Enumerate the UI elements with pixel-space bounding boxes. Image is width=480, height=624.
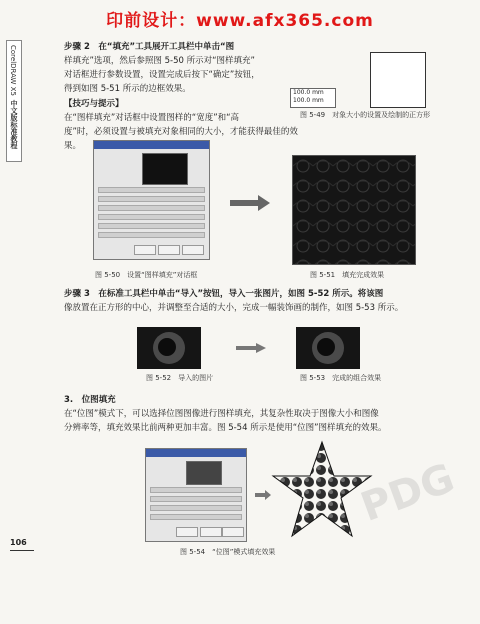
fig552-caption: 图 5-52 导入的图片 xyxy=(146,374,214,382)
help-button[interactable] xyxy=(222,527,244,537)
ornament-pattern xyxy=(293,156,415,264)
tip-heading: 【技巧与提示】 xyxy=(64,99,124,109)
width-value: 100.0 mm xyxy=(293,89,324,96)
combined-result-image xyxy=(296,327,360,369)
fig551-caption: 图 5-51 填充完成效果 xyxy=(310,271,385,279)
book-spine-label xyxy=(6,40,22,162)
cancel-button[interactable] xyxy=(158,245,180,255)
step3-paragraph xyxy=(64,287,464,315)
step3-line1: 步骤 3 在标准工具栏中单击“导入”按钮，导入一张图片，如图 5-52 所示。将该图 xyxy=(64,289,384,299)
dialog-titlebar xyxy=(146,449,246,457)
help-button[interactable] xyxy=(182,245,204,255)
step2-line3: 对话框进行参数设置，设置完成后按下“确定”按钮， xyxy=(64,70,260,80)
dialog-titlebar xyxy=(94,141,209,149)
page-number-rule xyxy=(10,550,34,551)
spine-subtitle: 中文版标准教程 xyxy=(10,99,18,149)
tip-line1: 在“图样填充”对话框中设置图样的“宽度”和“高 xyxy=(64,113,240,123)
fig550-caption: 图 5-50 设置“图样填充”对话框 xyxy=(95,271,198,279)
ok-button[interactable] xyxy=(176,527,198,537)
bitmap-fill-dialog xyxy=(145,448,247,542)
pattern-fill-dialog xyxy=(93,140,210,260)
cancel-button[interactable] xyxy=(200,527,222,537)
section3-paragraph xyxy=(64,407,474,435)
watermark: PDG xyxy=(355,455,461,531)
step2-line1: 步骤 2 在“填充”工具展开工具栏中单击“图 xyxy=(64,42,235,52)
step2-paragraph xyxy=(64,40,294,96)
drawn-square xyxy=(370,52,426,108)
site-banner: 印前设计：www.afx365.com xyxy=(106,11,374,31)
fig554-caption: 图 5-54 “位图”模式填充效果 xyxy=(180,548,276,556)
section3-line1: 在“位图”模式下，可以选择位图图像进行图样填充，其复杂性取决于图像大小和图像 xyxy=(64,409,379,419)
ok-button[interactable] xyxy=(134,245,156,255)
step2-line2: 样填充”选项，然后参照图 5-50 所示对“图样填充” xyxy=(64,56,255,66)
step3-line2: 像放置在正方形的中心，并调整至合适的大小，完成一幅装饰画的制作，如图 5-53 所示。 xyxy=(64,303,404,313)
tip-line2: 度”时，必须设置与被填充对象相同的大小，才能获得最佳的效果。 xyxy=(64,127,298,151)
fig553-caption: 图 5-53 完成的组合效果 xyxy=(300,374,382,382)
height-value: 100.0 mm xyxy=(293,97,324,104)
size-fields xyxy=(290,88,336,108)
fig549-caption: 图 5-49 对象大小的设置及绘制的正方形 xyxy=(300,111,431,119)
bitmap-preview xyxy=(186,461,222,485)
pattern-preview xyxy=(142,153,188,185)
page-number: 106 xyxy=(10,538,27,547)
spine-title: CorelDRAW X5 xyxy=(9,45,17,96)
filled-square-result xyxy=(292,155,416,265)
step2-line4: 得到如图 5-51 所示的边框效果。 xyxy=(64,84,191,94)
section3-heading: 3. 位图填充 xyxy=(64,395,116,405)
section3-line2: 分辨率等，填充效果比前两种更加丰富。图 5-54 所示是使用“位图”图样填充的效果。 xyxy=(64,423,387,433)
imported-image xyxy=(137,327,201,369)
